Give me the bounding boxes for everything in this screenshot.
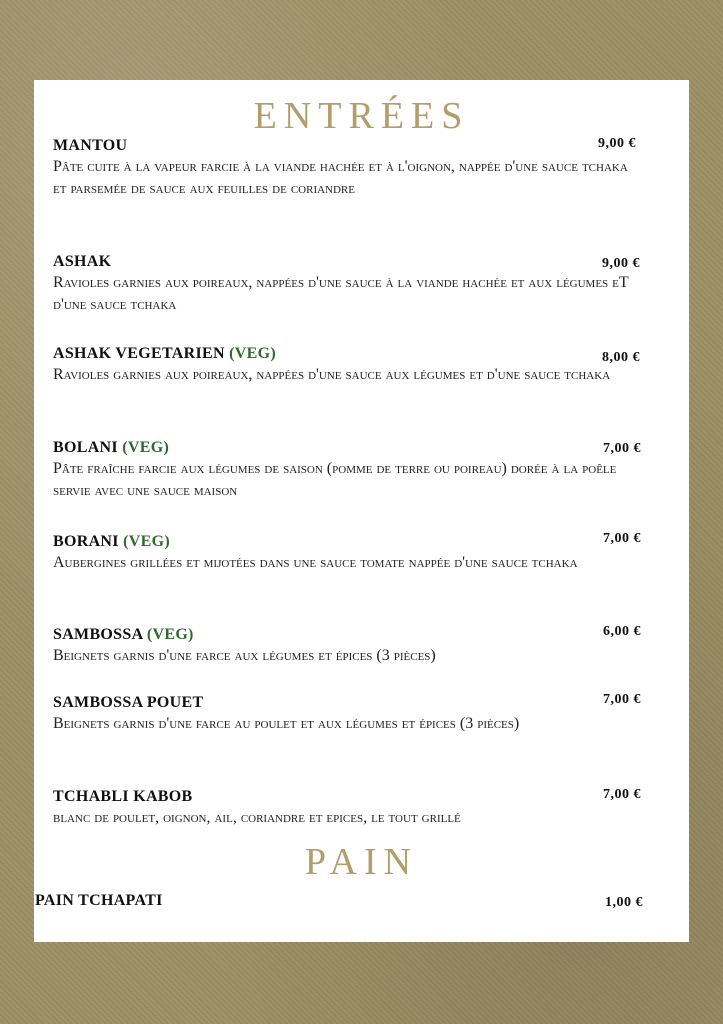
item-description: Beignets garnis d'une farce au poulet et aux légumes et épices (3 pièces): [53, 715, 520, 732]
item-name: BOLANI (VEG): [53, 439, 170, 456]
item-name: MANTOU: [53, 137, 128, 154]
item-description: Ravioles garnies aux poireaux, nappées d'une sauce aux légumes et d'une sauce tchaka: [53, 366, 611, 383]
menu-item-pain-tchapati: [35, 891, 635, 911]
menu-item-tchabli-kabob: [53, 787, 653, 829]
menu-item-sambossa: [53, 625, 653, 667]
item-description: Pâte fraîche farcie aux légumes de saison (pomme de terre ou poireau) dorée à la poêle servie avec une sauce maison: [53, 460, 617, 499]
item-name: TCHABLI KABOB: [53, 788, 193, 805]
menu-item-bolani: [53, 438, 653, 502]
item-price: 6,00 €: [603, 624, 641, 639]
section-title-pain: PAIN: [304, 841, 419, 883]
menu-item-mantou: [53, 136, 653, 200]
item-price: 1,00 €: [605, 895, 643, 910]
veg-tag: (VEG): [146, 626, 194, 643]
veg-tag: (VEG): [229, 345, 276, 362]
item-price: 7,00 €: [603, 787, 641, 802]
item-description: Aubergines grillées et mijotées dans une sauce tomate nappée d'une sauce tchaka: [53, 554, 578, 571]
item-description: Ravioles garnies aux poireaux, nappées d'une sauce à la viande hachée et aux légumes eT d'une sauce tchaka: [53, 274, 629, 313]
menu-item-borani: [53, 532, 653, 574]
menu-card: [34, 80, 689, 942]
item-name: ASHAK VEGETARIEN (VEG): [53, 345, 276, 362]
item-name: BORANI (VEG): [53, 533, 170, 550]
item-name: PAIN TCHAPATI: [35, 892, 163, 909]
item-description: blanc de poulet, oignon, ail, coriandre et epices, le tout grillé: [53, 809, 461, 826]
item-price: 7,00 €: [603, 531, 641, 546]
item-price: 7,00 €: [603, 692, 641, 707]
menu-item-ashak-vegetarien: [53, 344, 653, 386]
menu-item-sambossa-pouet: [53, 693, 653, 735]
item-description: Beignets garnis d'une farce aux légumes et épices (3 pièces): [53, 647, 436, 664]
item-description: Pâte cuite à la vapeur farcie à la viande hachée et à l'oignon, nappée d'une sauce tchaka et parsemée de sauce aux feuilles de coriandre: [53, 158, 628, 197]
item-price: 8,00 €: [602, 350, 640, 365]
item-name: SAMBOSSA POUET: [53, 694, 204, 711]
section-title-entrees: ENTRÉES: [253, 95, 470, 137]
item-price: 9,00 €: [598, 136, 636, 151]
item-name: ASHAK: [53, 253, 112, 270]
item-price: 7,00 €: [603, 441, 641, 456]
menu-item-ashak: [53, 252, 653, 316]
item-name: SAMBOSSA (VEG): [53, 626, 194, 643]
veg-tag: (VEG): [122, 439, 170, 456]
veg-tag: (VEG): [123, 533, 170, 550]
item-price: 9,00 €: [602, 256, 640, 271]
